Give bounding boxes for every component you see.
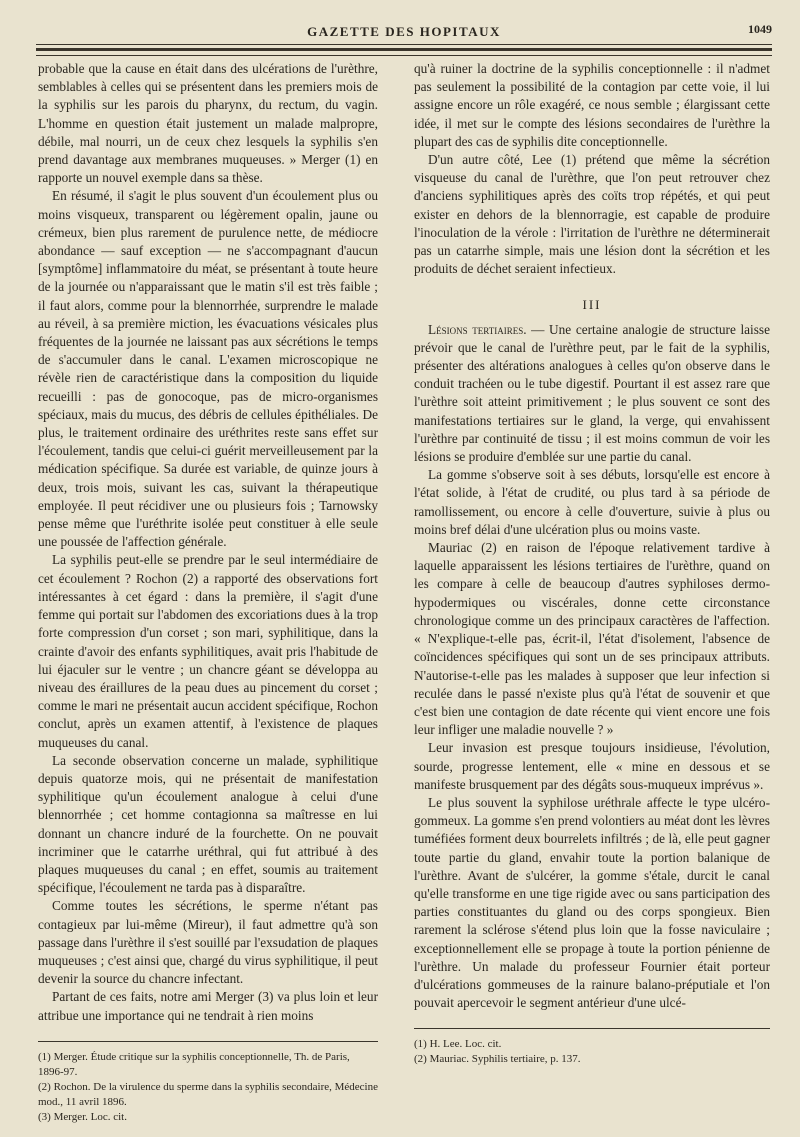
paragraph: En résumé, il s'agit le plus souvent d'un écoulement plus ou moins visqueux, transparent ou légèrement opalin, jaune ou crémeux, bien plus rarement de purulence nette, de médiocre abondance — sauf exception — ne s'accompagnant d'aucun [symptôme] inflammatoire du méat, se présentant à toute heure de la journée ou n'apparaissant que le matin s'il est très faible ; il faut alors, comme pour la blennorrhée, surprendre le malade au réveil, à sa première miction, les évacuations vésicales plus fréquentes de la journée ne laissant pas aux sécrétions le temps de s'accumuler dans le canal. L'examen microscopique ne révèle rien de caractéristique dans la composition du liquide recueilli : pas de gonocoque, pas de micro-organismes spéciaux, mais du mucus, des débris de cellules épithéliales. De plus, le traitement ordinaire des uréthrites reste sans effet sur l'écoulement, tandis que celui-ci guérit merveilleusement par la médication spécifique. Sa durée est variable, de quinze jours à deux, trois mois, suivant les cas, suivant la thérapeutique employée. Il peut récidiver une ou plusieurs fois ; Tarnowsky pense même que l'uréthrite isolée peut constituer à elle seule une poussée de l'affection générale.	[38, 188, 378, 550]
page-number: 1049	[748, 22, 772, 36]
paragraph: Comme toutes les sécrétions, le sperme n'étant pas contagieux par lui-même (Mireur), il faut admettre qu'à son passage dans l'urèthre il s'est souillé par l'exsudation de plaques muqueuses ; c'est ainsi que, chargé du virus syphilitique, il peut devenir la source du chancre infectant.	[38, 898, 378, 987]
paragraph: Mauriac (2) en raison de l'époque relativement tardive à laquelle apparaissent les lésions tertiaires de l'urèthre, quand on les compare à celle de beaucoup d'autres syphiloses dermo-hypodermiques ou viscérales, donne cette circonstance chronologique comme un des principaux caractères de l'affection. « N'explique-t-elle pas, écrit-il, l'état d'isolement, l'absence de coïncidences spécifiques qui sont un de ses principaux attributs. N'autorise-t-elle pas les malades à supposer que leur infection si reculée dans le passé n'existe plus qu'à l'état de souvenir et que c'est bien une contagion de date récente qui vient encore une fois leur infliger une maladie nouvelle ? »	[414, 540, 770, 738]
footnotes-right	[414, 1037, 770, 1067]
paragraph: La syphilis peut-elle se prendre par le seul intermédiaire de cet écoulement ? Rochon (2) a rapporté des observations fort intéressantes à cet égard : dans la première, il s'agit d'une femme qui portait sur l'abdomen des excoriations dues à la trop forte compression d'un corset ; son mari, syphilitique, dans la crainte d'avoir des enfants syphilitiques, avait pris l'habitude de lui éjaculer sur le ventre ; un chancre géant se développa au niveau des éraillures de la peau dues au pincement du corset ; comme le mari ne présentait aucun accident spécifique, Rochon conclut, après un examen attentif, à l'existence de plaques muqueuses du canal.	[38, 552, 378, 750]
paragraph: qu'à ruiner la doctrine de la syphilis conceptionnelle : il n'admet pas seulement la possibilité de la contagion par cette voie, il lui assigne encore un rôle exagéré, ce nous semble ; élargissant cette idée, il met sur le compte des lésions secondaires de l'urèthre la plupart des cas de syphilis dite conceptionnelle.	[414, 61, 770, 149]
paragraph: Leur invasion est presque toujours insidieuse, l'évolution, sourde, progresse lentement, elle « mine en dessous et se manifeste brusquement par des dégâts sous-muqueux imprévus ».	[414, 740, 770, 792]
section-lead: Lésions tertiaires.	[428, 321, 527, 337]
footnote: (2) Mauriac. Syphilis tertiaire, p. 137.	[414, 1053, 581, 1066]
footnote-rule	[414, 1028, 770, 1029]
paragraph: La seconde observation concerne un malade, syphilitique depuis quatorze mois, qui ne présentait de manifestation syphilitique qu'un écoulement analogue à celui d'une blennorrhée ; cet homme contagionna sa maîtresse en lui donnant un chancre induré de la fourchette. On ne pouvait incriminer que le catarrhe uréthral, qui fut attribué à des plaques muqueuses du canal ; en effet, soumis au traitement spécifique, l'écoulement ne tarda pas à disparaître.	[38, 752, 378, 896]
footnote: (3) Merger. Loc. cit.	[38, 1110, 127, 1123]
right-column	[414, 60, 770, 1067]
footnote: (1) Merger. Étude critique sur la syphilis conceptionnelle, Th. de Paris, 1896-97.	[38, 1050, 350, 1078]
paragraph	[414, 321, 770, 467]
left-column	[38, 60, 378, 1125]
page-header	[36, 18, 772, 40]
paragraph: probable que la cause en était dans des ulcérations de l'urèthre, semblables à celles qui se présentent dans les premiers mois de la syphilis sur les parois du pharynx, du rectum, du vagin. L'homme en question était justement un malade malpropre, débile, mal nourri, un de ceux chez lesquels la syphilis s'en prend davantage aux membranes muqueuses. » Merger (1) en rapporte un nouvel exemple dans sa thèse.	[38, 61, 378, 186]
header-rule-bottom	[36, 55, 772, 56]
header-rule-top	[36, 44, 772, 45]
footnote-rule	[38, 1041, 378, 1042]
paragraph: Partant de ces faits, notre ami Merger (3) va plus loin et leur attribue une importance qui ne tendrait à rien moins	[38, 989, 378, 1023]
paragraph-text: — Une certaine analogie de structure laisse prévoir que le canal de l'urèthre peut, par le fait de la syphilis, présenter des altérations analogues à celles qu'on observe dans le conduit trachéen ou le tube digestif. Pourtant il est assez rare que l'urèthre soit atteint primitivement ; le plus souvent ce sont des manifestations tertiaires sur le gland, la verge, qui envahissent l'urèthre par continuité de tissu ; il est moins commun de voir les lésions se produire d'emblée sur une partie du canal.	[414, 321, 770, 465]
header-rule-thick	[36, 48, 772, 51]
footnote: (1) H. Lee. Loc. cit.	[414, 1038, 502, 1051]
paragraph: La gomme s'observe soit à ses débuts, lorsqu'elle est encore à l'état solide, à l'état de crudité, ou plus tard à sa période de ramollissement, ou encore à celle d'ouverture, suivie à plus ou moins bref délai d'une ulcération plus ou moins vaste.	[414, 467, 770, 537]
paragraph: Le plus souvent la syphilose uréthrale affecte le type ulcéro-gommeux. La gomme s'en prend volontiers au méat dont les lèvres tuméfiées forment deux bourrelets infiltrés ; de là, elle peut gagner toute partie du gland, envahir toute la portion balanique de l'urèthre. Avant de s'ulcérer, la gomme s'étale, durcit le canal qu'elle transforme en une tige rigide avec ou sans participation des parties constituantes du gland ou des corps spongieux. Bien rarement la sclérose s'étend plus loin que la fosse naviculaire ; exceptionnellement elle se propage à toute la portion pénienne de l'urèthre. Un malade du professeur Fournier était porteur d'ulcérations gommeuses de la rainure balano-préputiale et l'on pouvait apercevoir le segment antérieur d'une ulcé-	[414, 794, 770, 1011]
footnote: (2) Rochon. De la virulence du sperme dans la syphilis secondaire, Médecine mod., 11 avril 1896.	[38, 1080, 378, 1108]
journal-title: GAZETTE DES HOPITAUX	[307, 24, 501, 39]
section-number: III	[582, 297, 602, 313]
paragraph: D'un autre côté, Lee (1) prétend que même la sécrétion visqueuse du canal de l'urèthre, que l'on peut retrouver chez d'anciens syphilitiques après des coïts trop répétés, et qui peut exister en dehors de la blennorragie, est capable de produire l'inoculation de la vérole : l'irritation de l'urèthre ne déterminerait pas un catarrhe simple, mais une lésion dont la sécrétion et les produits de déchet seraient infectieux.	[414, 152, 770, 277]
footnotes-left	[38, 1050, 378, 1125]
